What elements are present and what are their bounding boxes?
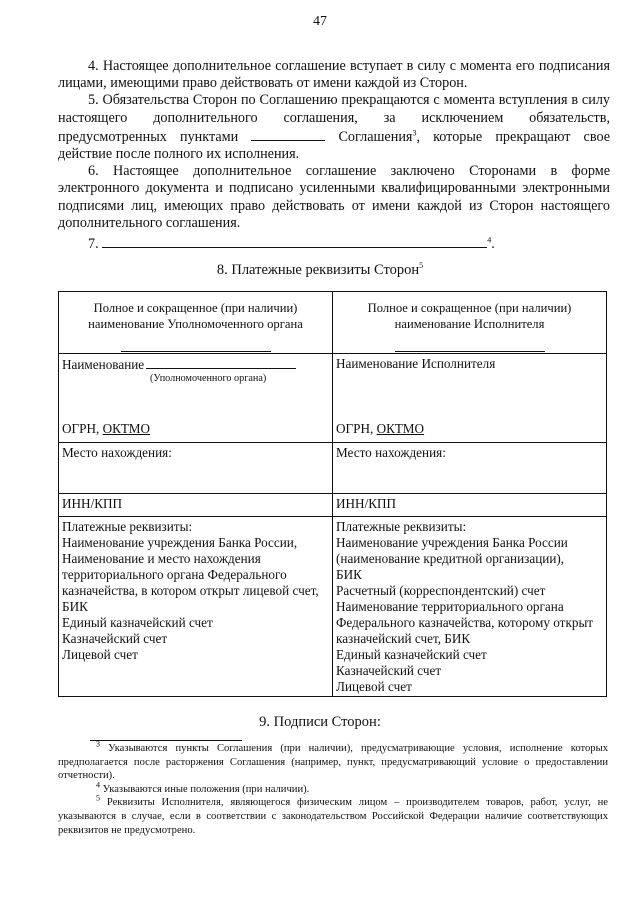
section-8-title-text: 8. Платежные реквизиты Сторон — [216, 262, 420, 278]
payment-line: Казначейский счет — [62, 631, 168, 646]
payment-line: территориального органа Федерального — [62, 567, 287, 582]
payment-line: Платежные реквизиты: — [336, 519, 467, 534]
table-row — [59, 517, 607, 697]
footnote-ref: 5 — [419, 261, 424, 271]
underline — [121, 336, 271, 352]
table-row — [59, 292, 607, 354]
left-inn-cell: ИНН/КПП — [59, 494, 333, 517]
section-8-title — [0, 262, 640, 279]
payment-line: Наименование учреждения Банка России — [336, 535, 568, 550]
payment-line: Лицевой счет — [336, 679, 412, 694]
blank-line — [102, 234, 487, 248]
ogrn-label: ОГРН, — [62, 421, 103, 436]
left-payment-cell — [59, 517, 333, 697]
footnote-separator — [90, 740, 242, 741]
right-address-cell: Место нахождения: — [333, 443, 607, 494]
payment-line: БИК — [62, 599, 88, 614]
ogrn-label: ОГРН, — [336, 421, 377, 436]
payment-line: Федерального казначейства, которому открыт — [336, 615, 594, 630]
paragraph-7-number: 7. — [88, 236, 99, 253]
section-9-title: 9. Подписи Сторон: — [259, 714, 381, 730]
footnote-number: 3 — [96, 739, 100, 749]
paragraph-6: 6. Настоящее дополнительное соглашение заключено Сторонами в форме электронного документа и подписано усиленными квалифицированными электронными подписями лиц, имеющих право действовать от имени каждой из Сторон настоящего дополнительного соглашения. — [58, 163, 610, 231]
footnote-5 — [58, 793, 608, 837]
left-name-caption: (Уполномоченного органа) — [150, 373, 267, 384]
name-blank-line — [146, 356, 296, 369]
footnote-ref: 4 — [487, 235, 492, 245]
oktmo-label: ОКТМО — [376, 421, 425, 436]
left-header-text: Полное и сокращенное (при наличии) наименование Уполномоченного органа — [88, 301, 303, 331]
footnote-text: Реквизиты Исполнителя, являющегося физическим лицом – производителем товаров, работ, услуг, не указываются в случае, если в соответствии с законодательством Российской Федерации наличие соответствующих реквизитов не предусмотрено. — [58, 797, 608, 836]
paragraph-7-end: . — [491, 236, 495, 253]
right-inn-cell: ИНН/КПП — [333, 494, 607, 517]
payment-line: Единый казначейский счет — [62, 615, 213, 630]
page-number: 47 — [313, 14, 327, 29]
right-ogrn — [336, 421, 424, 437]
footnote-ref: 3 — [412, 128, 417, 138]
underline — [395, 336, 545, 352]
payment-line: Наименование учреждения Банка России, — [62, 535, 298, 550]
right-name-cell — [333, 354, 607, 443]
footnote-text: Указываются иные положения (при наличии). — [102, 783, 310, 795]
table-row — [59, 354, 607, 443]
paragraph-5-start: 5. Обязательства Сторон по Соглашению прекращаются с момента вступления в силу настоящего дополнительного соглашения, за исключением обязательств, предусмотренных пунктами — [58, 92, 610, 145]
payment-line: Лицевой счет — [62, 647, 138, 662]
payment-line: Единый казначейский счет — [336, 647, 487, 662]
requisites-table — [58, 291, 607, 697]
right-header-cell — [333, 292, 607, 354]
footnote-number: 5 — [96, 793, 100, 803]
paragraph-5 — [58, 92, 610, 163]
blank-line — [251, 127, 325, 141]
paragraph-4: 4. Настоящее дополнительное соглашение вступает в силу с момента его подписания лицами, имеющими право действовать от имени каждой из Сторон. — [58, 58, 610, 92]
footnote-3 — [58, 739, 608, 783]
payment-line: Наименование территориального органа — [336, 599, 564, 614]
right-header-text: Полное и сокращенное (при наличии) наименование Исполнителя — [367, 301, 572, 331]
table-row — [59, 443, 607, 494]
payment-line: (наименование кредитной организации), — [336, 551, 565, 566]
payment-line: Платежные реквизиты: — [62, 519, 193, 534]
footnotes — [58, 739, 608, 837]
oktmo-label: ОКТМО — [102, 421, 151, 436]
left-address-cell: Место нахождения: — [59, 443, 333, 494]
left-name-cell — [59, 354, 333, 443]
paragraph-7 — [58, 234, 610, 253]
paragraph-5-end: , которые прекращают свое действие после полного их исполнения. — [58, 128, 611, 163]
left-header-cell — [59, 292, 333, 354]
left-name-label: Наименование — [62, 357, 145, 372]
payment-line: Расчетный (корреспондентский) счет — [336, 583, 546, 598]
footnote-number: 4 — [96, 780, 100, 790]
left-ogrn — [62, 421, 150, 437]
payment-line: БИК — [336, 567, 362, 582]
table-row — [59, 494, 607, 517]
footnote-text: Указываются пункты Соглашения (при наличии), предусматривающие условия, исполнение которых предполагается после расторжения Соглашения (например, пункт, предусматривающий условие о предоставлении отчетности). — [58, 743, 608, 782]
payment-line: казначейства, в котором открыт лицевой счет, — [62, 583, 319, 598]
payment-line: казначейский счет, БИК — [336, 631, 471, 646]
paragraph-5-agreement: Соглашения — [338, 128, 413, 145]
document-body — [58, 58, 610, 253]
footnote-4 — [58, 780, 608, 797]
payment-line: Казначейский счет — [336, 663, 442, 678]
payment-line: Наименование и место нахождения — [62, 551, 261, 566]
right-name-label: Наименование Исполнителя — [336, 356, 496, 371]
right-payment-cell — [333, 517, 607, 697]
